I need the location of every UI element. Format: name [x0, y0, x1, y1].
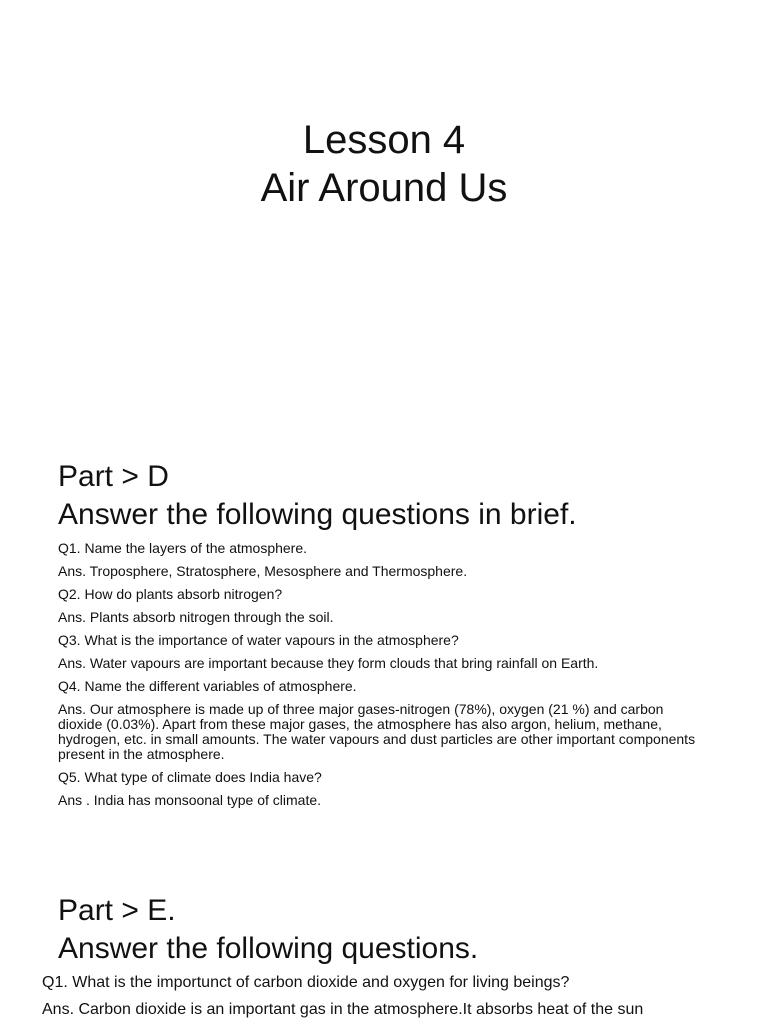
question-2: Q2. How do plants absorb nitrogen?: [58, 586, 283, 602]
answer-1: Ans. Troposphere, Stratosphere, Mesosphere and Thermosphere.: [58, 563, 468, 579]
lesson-name: Air Around Us: [260, 166, 508, 210]
part-d-instruction: Answer the following questions in brief.: [58, 498, 577, 531]
question-1: Q1. What is the importunct of carbon dioxide and oxygen for living beings?: [42, 974, 570, 991]
part-e-heading: Part > E.: [58, 894, 176, 927]
answer-5: Ans . India has monsoonal type of climate.: [58, 792, 322, 808]
answer-1: Ans. Carbon dioxide is an important gas in the atmosphere.It absorbs heat of the sun: [42, 1001, 644, 1018]
answer-3: Ans. Water vapours are important because they form clouds that bring rainfall on Earth.: [58, 655, 599, 671]
part-e-questions: [42, 974, 718, 1019]
part-d-section: [58, 458, 718, 816]
question-3: Q3. What is the importance of water vapours in the atmosphere?: [58, 632, 459, 648]
question-1: Q1. Name the layers of the atmosphere.: [58, 540, 308, 556]
part-e-section: [42, 892, 718, 1027]
lesson-title: [0, 116, 768, 212]
part-d-questions: [58, 541, 718, 808]
part-e-instruction: Answer the following questions.: [58, 932, 479, 965]
question-4: Q4. Name the different variables of atmosphere.: [58, 678, 357, 694]
question-5: Q5. What type of climate does India have?: [58, 769, 322, 785]
answer-4: Ans. Our atmosphere is made up of three major gases-nitrogen (78%), oxygen (21 %) and carbon dioxide (0.03%). Apart from these major gases, the atmosphere has also argon, helium, methane, hydrogen, etc. in small amounts. The water vapours and dust particles are other important components present in the atmosphere.: [58, 701, 696, 762]
answer-2: Ans. Plants absorb nitrogen through the soil.: [58, 609, 334, 625]
lesson-number: Lesson 4: [302, 118, 466, 162]
part-d-heading: Part > D: [58, 460, 169, 493]
